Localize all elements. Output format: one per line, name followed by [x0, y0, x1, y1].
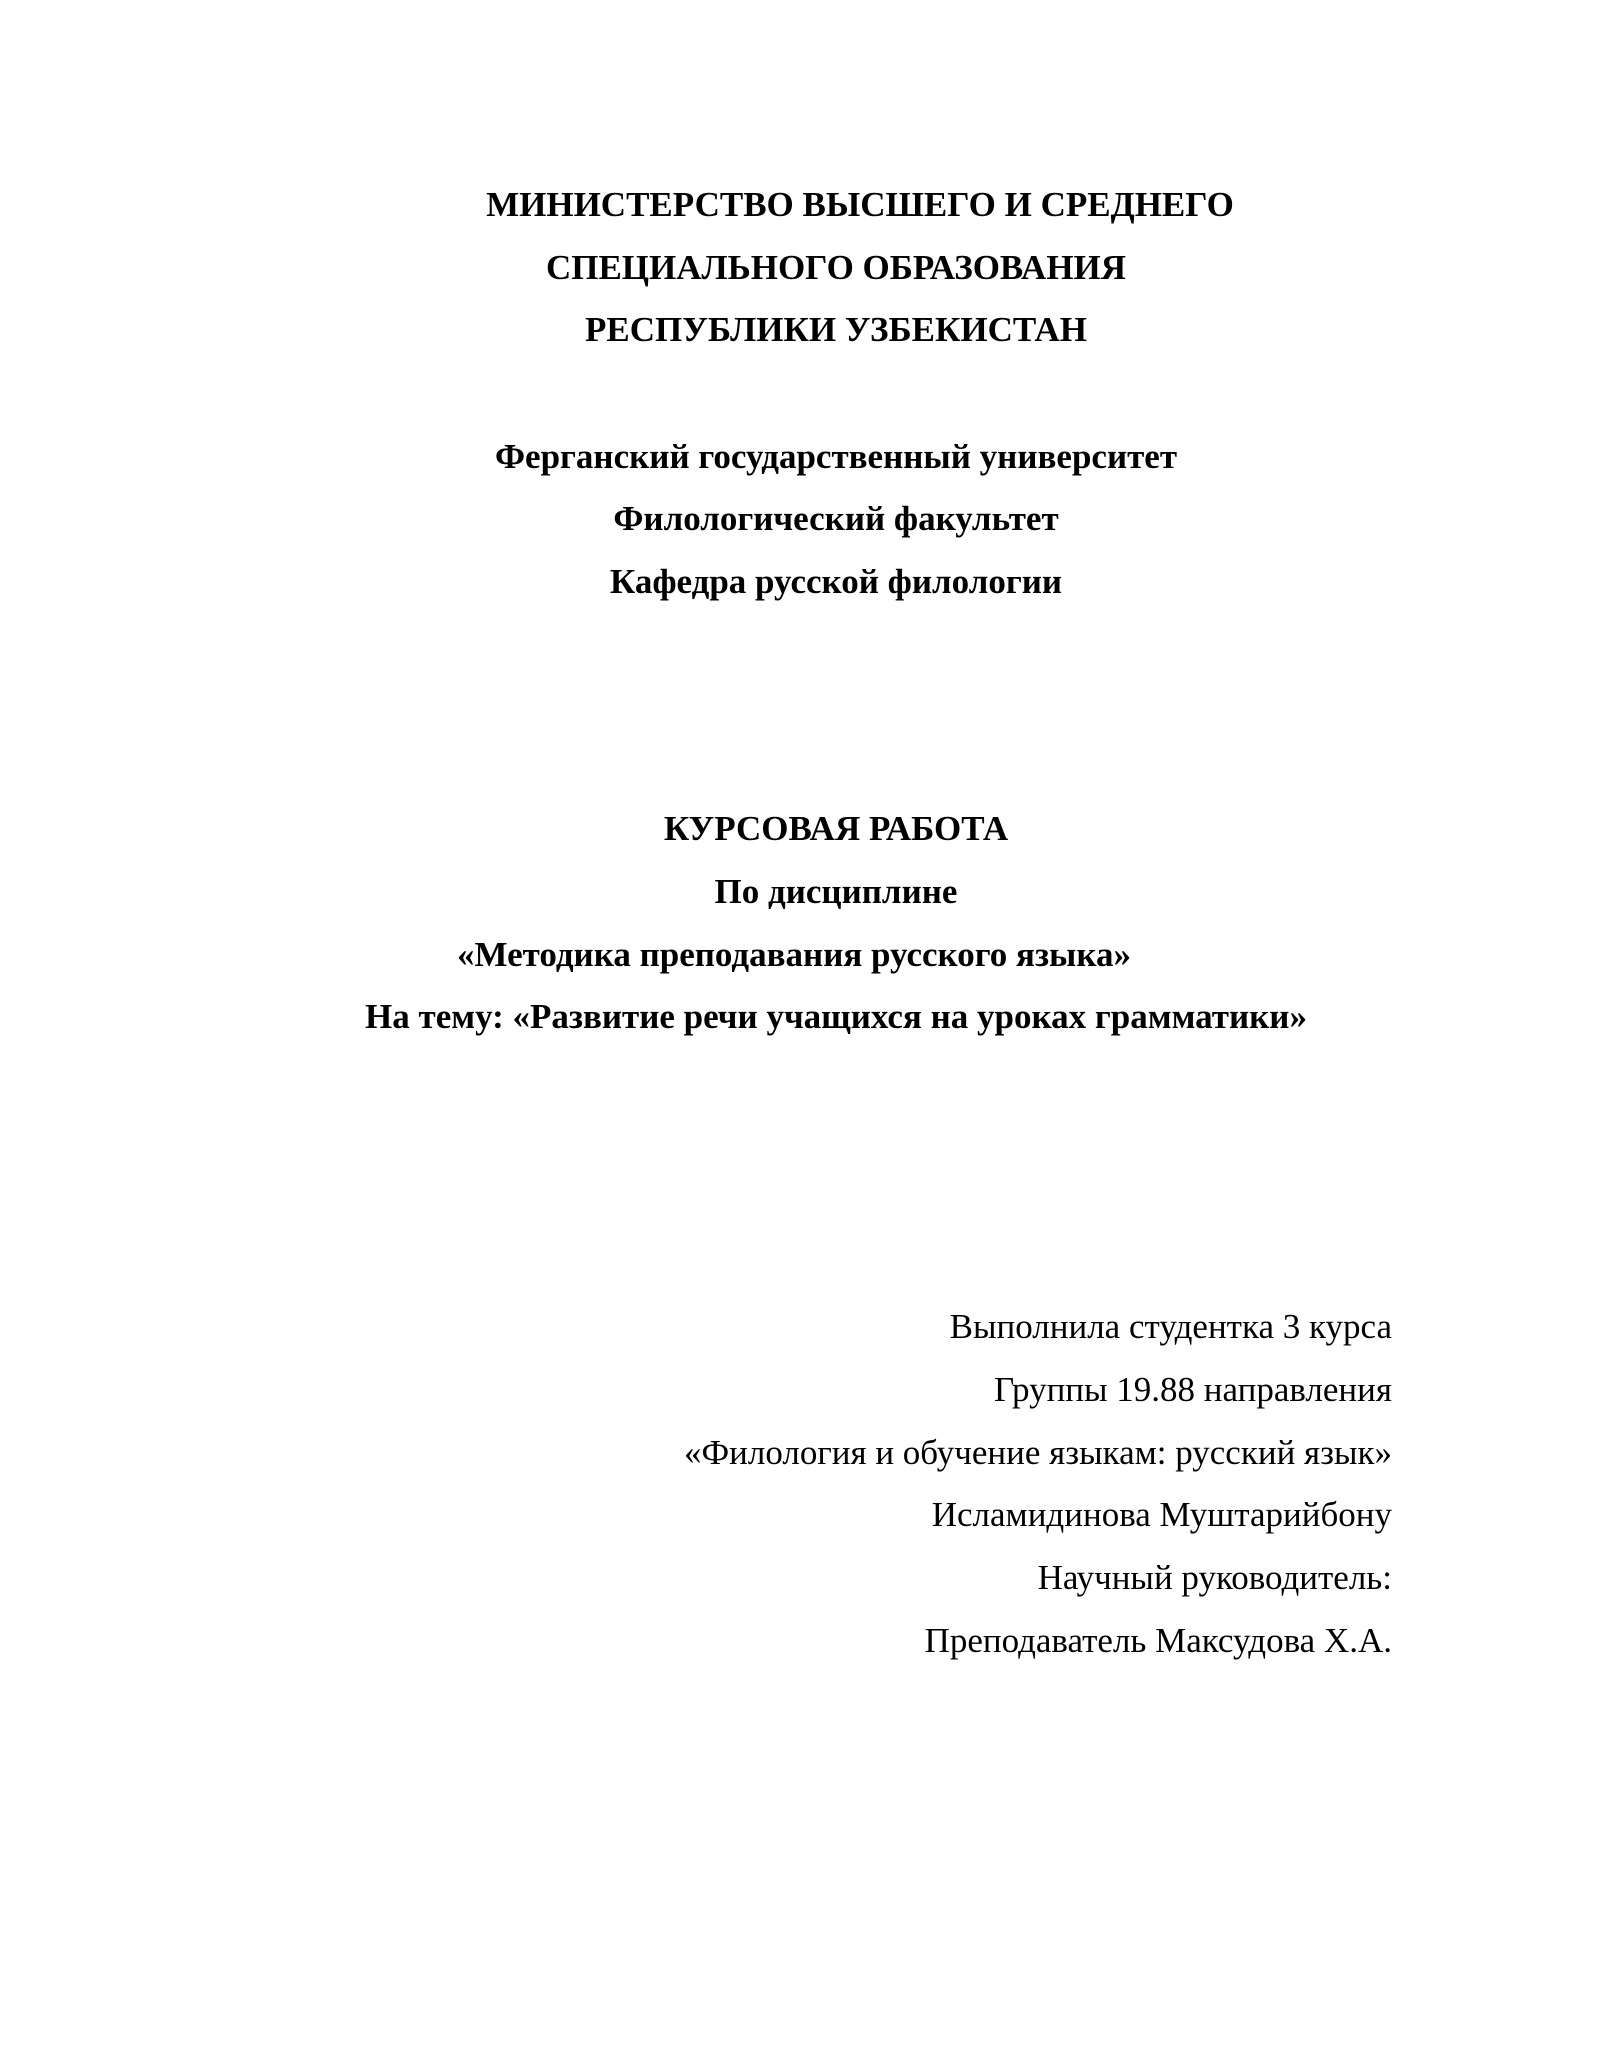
author-line-3: «Филология и обучение языкам: русский язык» — [684, 1433, 1392, 1472]
ministry-line-1: МИНИСТЕРСТВО ВЫСШЕГО И СРЕДНЕГО — [486, 185, 1234, 224]
supervisor-name: Преподаватель Максудова Х.А. — [924, 1621, 1392, 1660]
ministry-line-3: РЕСПУБЛИКИ УЗБЕКИСТАН — [585, 310, 1087, 349]
author-line-1: Выполнила студентка 3 курса — [949, 1307, 1392, 1346]
author-name: Исламидинова Муштарийбону — [931, 1495, 1392, 1534]
discipline-name: «Методика преподавания русского языка» — [457, 935, 1131, 974]
university-name: Ферганский государственный университет — [494, 437, 1178, 476]
faculty-name: Филологический факультет — [613, 499, 1059, 538]
work-topic: На тему: «Развитие речи учащихся на уроках грамматики» — [365, 997, 1307, 1036]
department-name: Кафедра русской филологии — [609, 562, 1063, 601]
discipline-label: По дисциплине — [714, 872, 958, 911]
work-type: КУРСОВАЯ РАБОТА — [663, 809, 1009, 848]
ministry-line-2: СПЕЦИАЛЬНОГО ОБРАЗОВАНИЯ — [545, 248, 1127, 287]
author-line-2: Группы 19.88 направления — [994, 1370, 1392, 1409]
supervisor-label: Научный руководитель: — [1037, 1558, 1392, 1597]
